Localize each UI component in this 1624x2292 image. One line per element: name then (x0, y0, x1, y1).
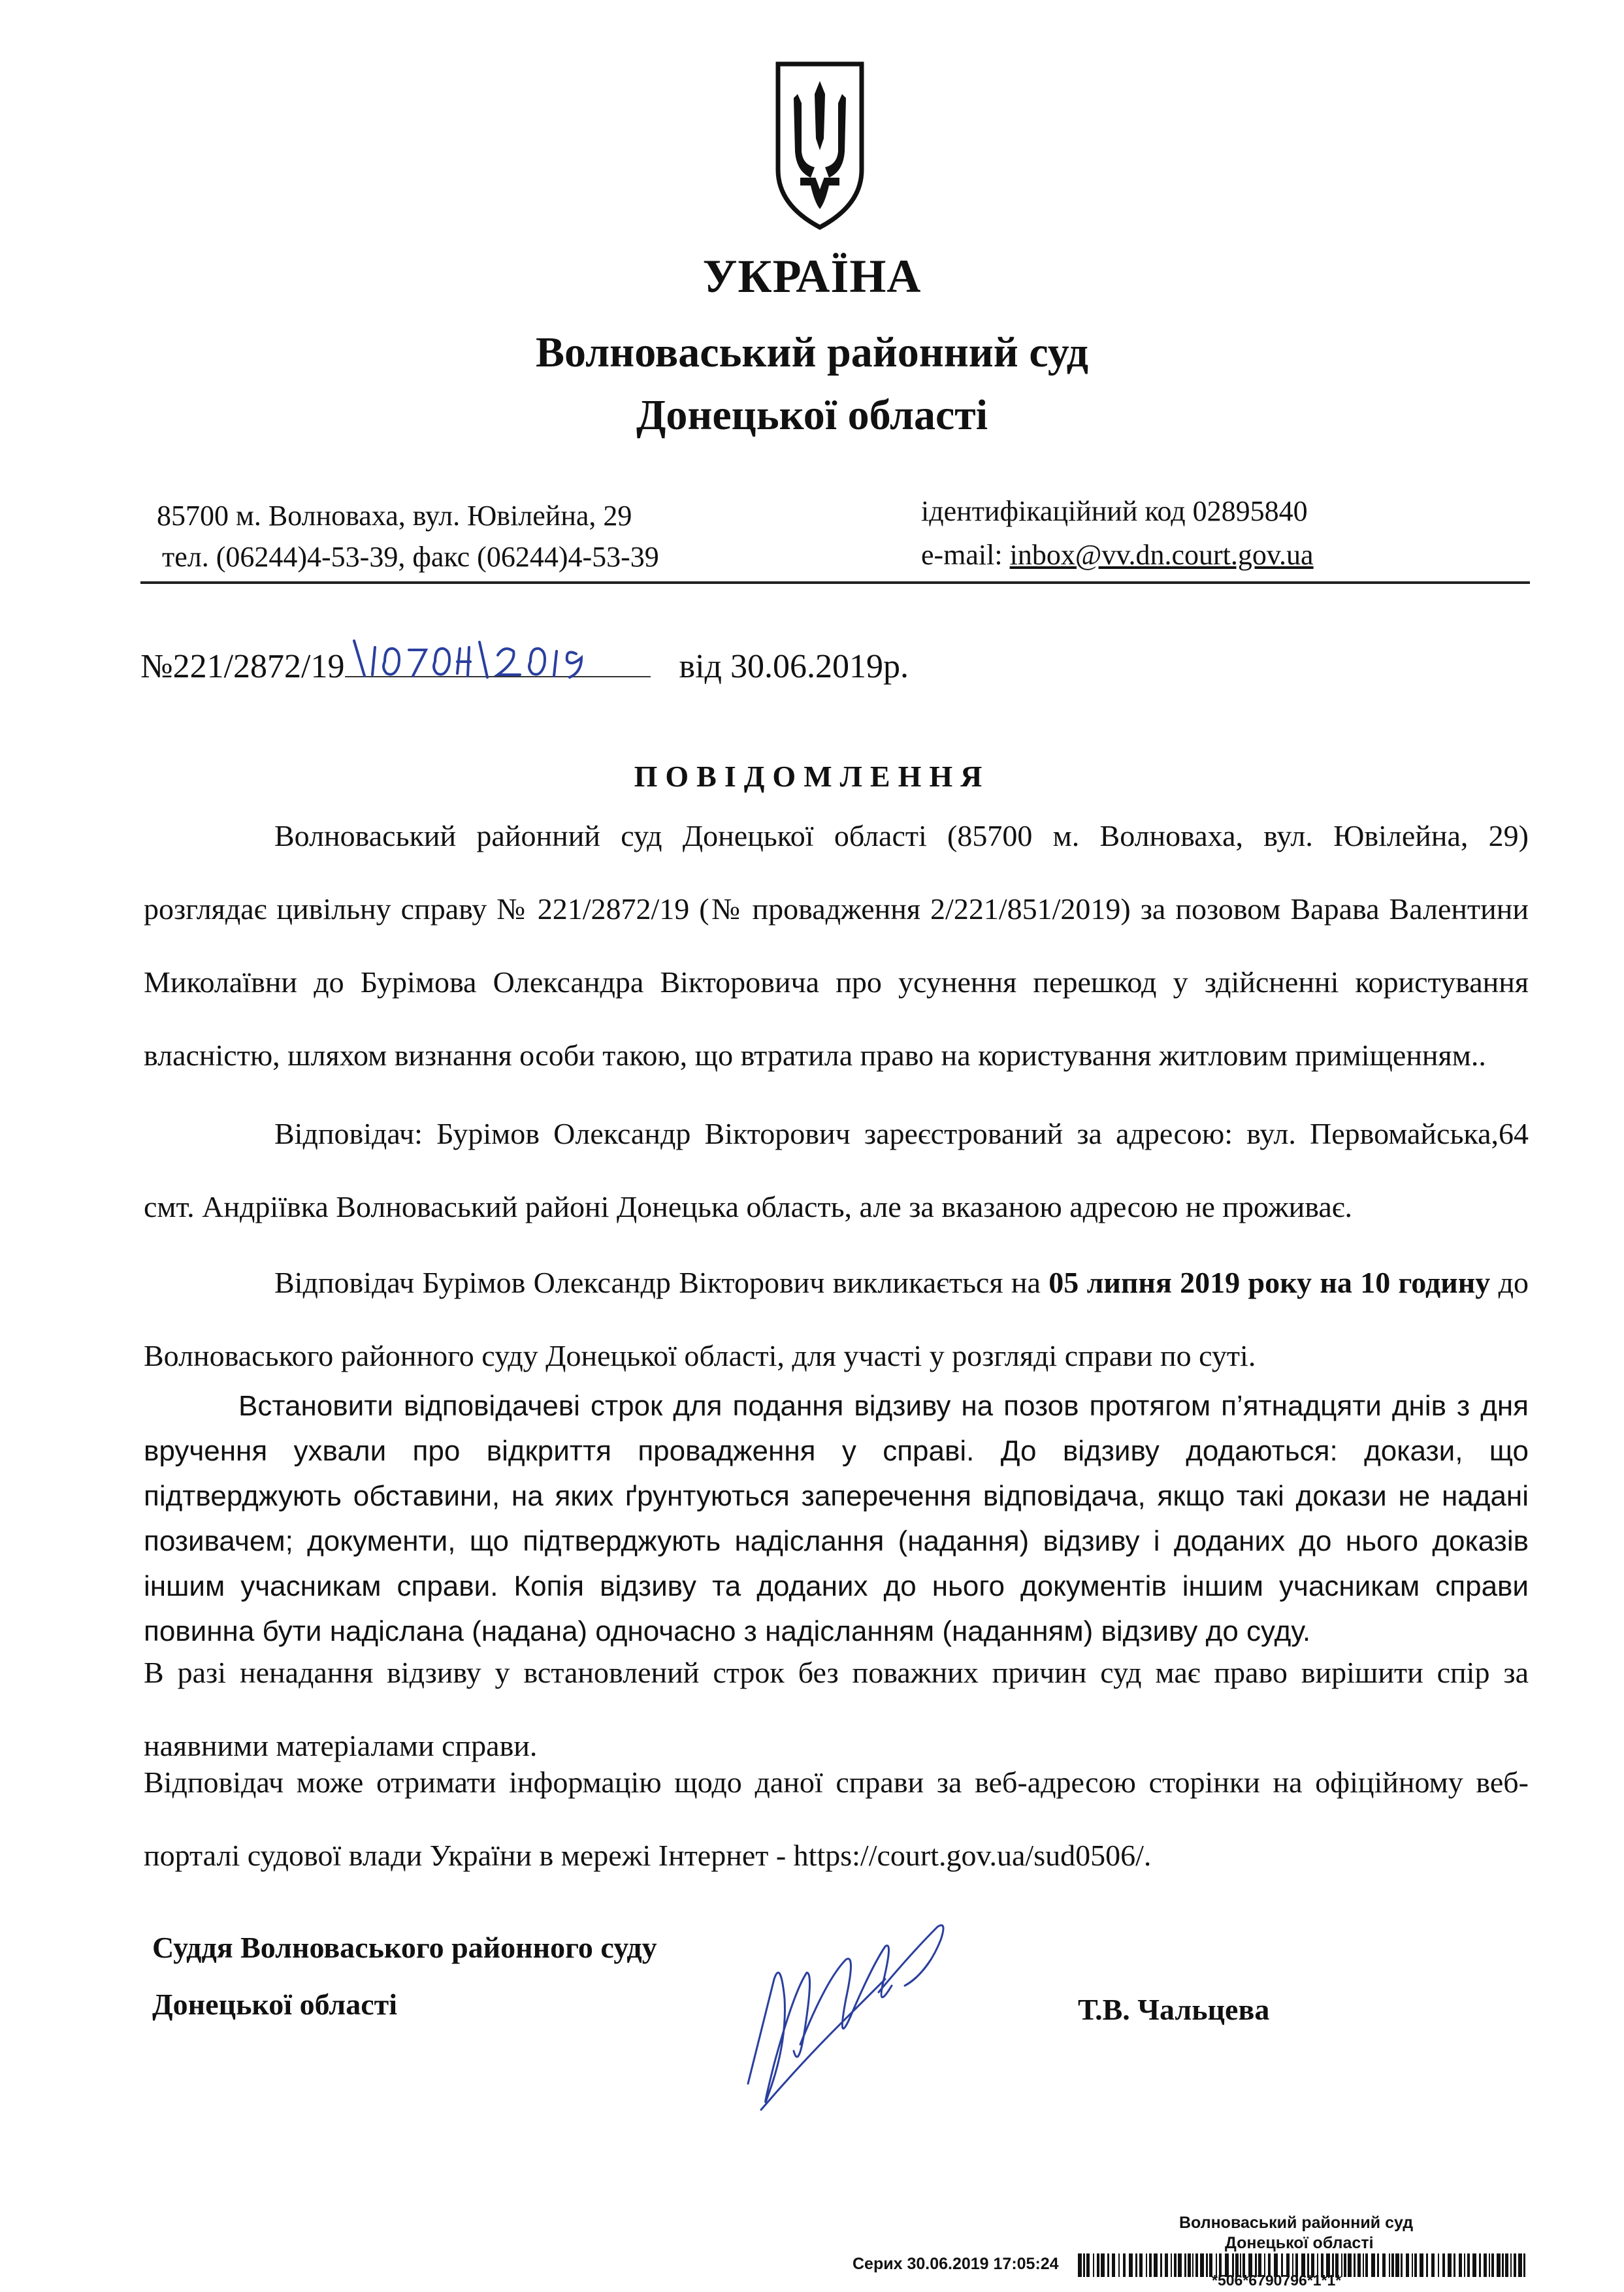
coat-of-arms-icon (774, 60, 866, 231)
stamp-court-line1: Волноваський районний суд (1179, 2214, 1414, 2232)
paragraph-response-deadline: Встановити відповідачеві строк для подання відзиву на позов протягом п’ятнадцяти днів з дня вручення ухвали про відкриття провадження у справі. До відзиву додаються: докази, що підтверджують обставини, на яких ґрунтуються заперечення відповідача, якщо такі докази не надані позивачем; документи, що підтверджують надіслання (надання) відзиву і доданих до нього доказів іншим учасникам справи. Копія відзиву та доданих до нього документів іншим учасникам справи повинна бути надіслана (надана) одночасно з надісланням (наданням) відзиву до суду. (144, 1390, 1529, 1647)
email-link[interactable]: inbox@vv.dn.court.gov.ua (1009, 539, 1314, 571)
notice-title: ПОВІДОМЛЕННЯ (634, 760, 990, 793)
summons-text-b: до Волноваського районного суду Донецької області, для участі у розгляді справи по суті. (144, 1266, 1529, 1372)
phone-line: тел. (06244)4-53-39, факс (06244)4-53-39 (162, 541, 659, 573)
summons-text-a: Відповідач Бурімов Олександр Вікторович викликається на (274, 1266, 1049, 1299)
country-title: УКРАЇНА (702, 250, 922, 302)
header-divider (140, 581, 1530, 584)
handwritten-signature (722, 1901, 970, 2136)
judge-name: Т.В. Чальцева (1078, 1993, 1270, 2026)
paragraph-consequence: В разі ненадання відзиву у встановлений строк без поважних причин суд має право вирішити спір за наявними матеріалами справи. (144, 1656, 1529, 1762)
handwritten-number (349, 636, 630, 681)
court-name-line2: Донецької області (636, 391, 988, 439)
address-line: 85700 м. Волноваха, вул. Ювілейна, 29 (157, 500, 632, 532)
date-prefix: від (679, 648, 722, 685)
handwritten-number-field (345, 643, 651, 677)
email-label: e-mail: (921, 539, 1003, 571)
signature-title-line1: Суддя Волноваського районного суду (152, 1931, 657, 1964)
court-name-line1: Волноваський районний суд (536, 329, 1088, 376)
reference-number: №221/2872/19 (140, 648, 345, 685)
stamp-serial: Серих 30.06.2019 17:05:24 (853, 2255, 1059, 2273)
email-line (921, 532, 1314, 578)
reference-line (140, 643, 909, 686)
paragraph-defendant: Відповідач: Бурімов Олександр Вікторович зареєстрований за адресою: вул. Первомайська,64 смт. Андріївка Волноваський районі Донецька область, але за вказаною адресою не проживає. (144, 1117, 1529, 1223)
stamp-court-line2: Донецької області (1225, 2234, 1374, 2252)
summons-date-time: 05 липня 2019 року на 10 годину (1048, 1266, 1491, 1299)
paragraph-case: Волноваський районний суд Донецької області (85700 м. Волноваха, вул. Ювілейна, 29) розглядає цивільну справу № 221/2872/19 (№ провадження 2/221/851/2019) за позовом Варава Валентини Миколаївни до Бурімова Олександра Вікторовича про усунення перешкод у здійсненні користування власністю, шляхом визнання особи такою, що втратила право на користування житловим приміщенням.. (144, 819, 1529, 1072)
reference-date: 30.06.2019р. (730, 648, 909, 685)
paragraph-summons (144, 1246, 1529, 1393)
id-code-line: ідентифікаційний код 02895840 (921, 495, 1308, 527)
paragraph-info: Відповідач може отримати інформацію щодо даної справи за веб-адресою сторінки на офіційному веб-порталі судової влади України в мережі Інтернет - https://court.gov.ua/sud0506/. (144, 1766, 1529, 1872)
barcode-code: *506*6790796*1*1* (1212, 2272, 1342, 2289)
signature-title-line2: Донецької області (152, 1988, 398, 2021)
court-name (0, 321, 1624, 447)
